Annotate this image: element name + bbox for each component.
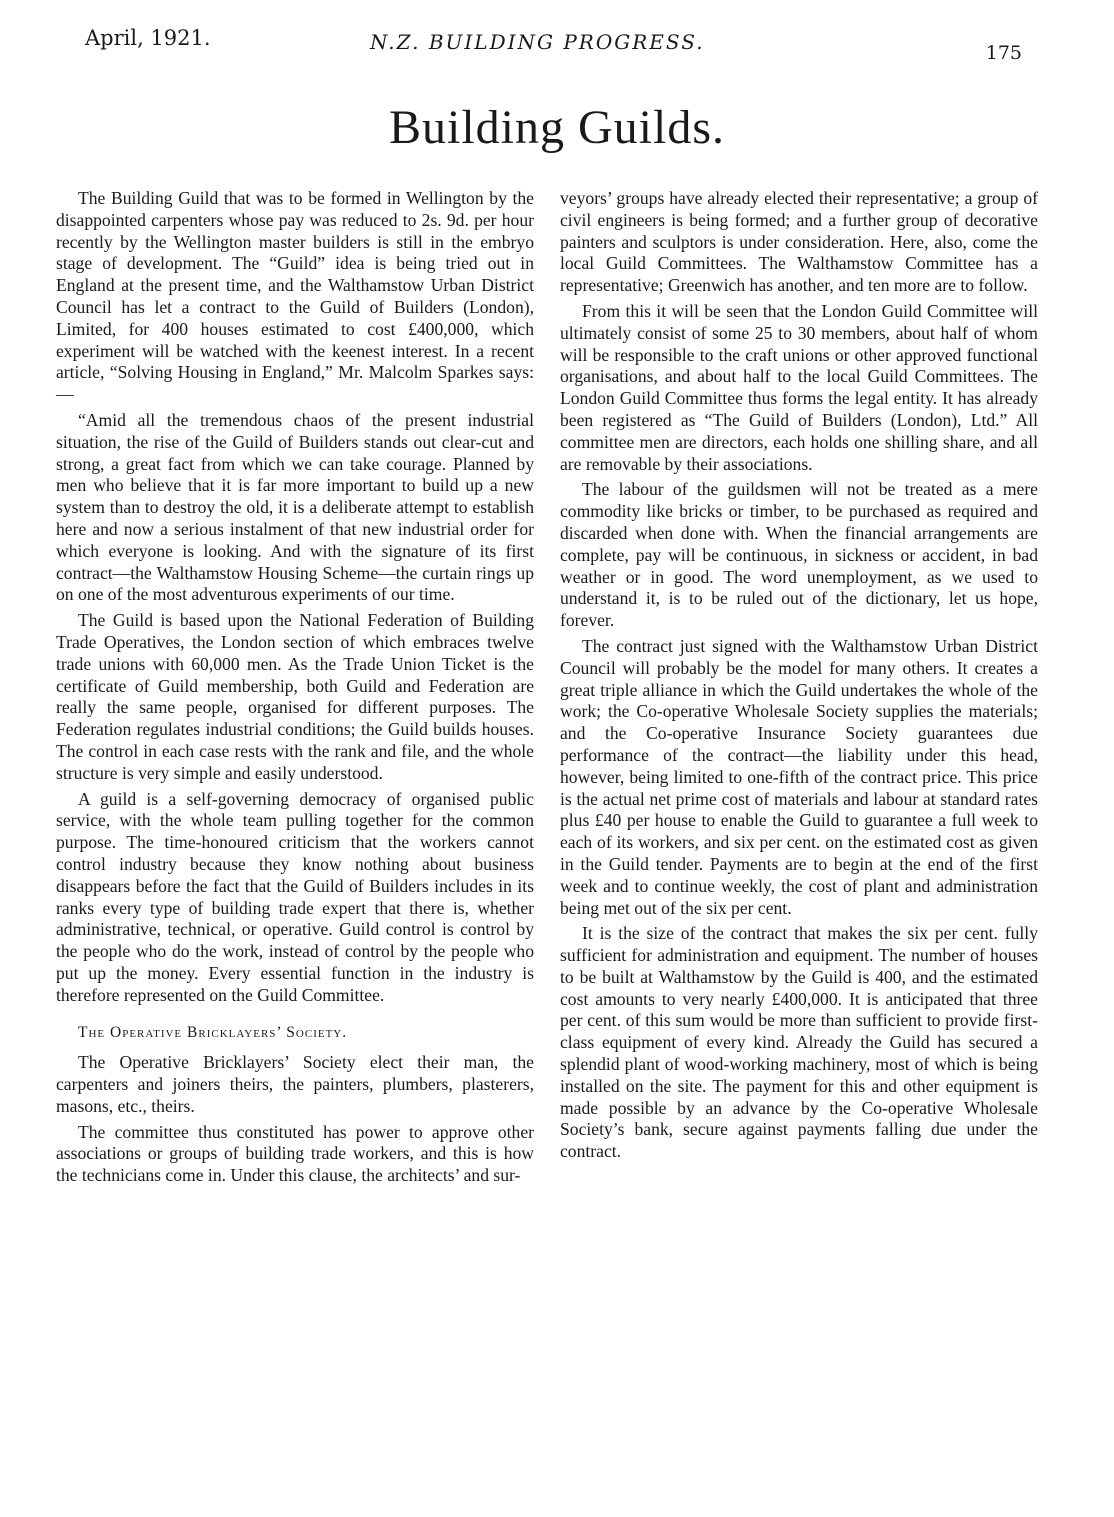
paragraph: A guild is a self-governing democracy of organised public service, with the whole team pulling together for the common purpose. The time-honoured criticism that the workers cannot control industry because they know nothing about business disappears before the fact that the Guild of Builders includes in its ranks every type of building trade expert that there is, whether administrative, technical, or operative. Guild control is control by the people who do the work, instead of control by the people who put up the money. Every essential function in the industry is therefore represented on the Guild Committee. xyxy=(56,788,534,1005)
paragraph: veyors’ groups have already elected their representative; a group of civil engineers is being formed; and a further group of decorative painters and sculptors is under consideration. Here, also, come the local Guild Committees. The Walthamstow Committee has a representative; Greenwich has another, and ten more are to follow. xyxy=(560,188,1038,296)
paragraph: From this it will be seen that the London Guild Committee will ultimately consist of some 25 to 30 members, about half of whom will be responsible to the craft unions or other approved functional organisations, and about half to the local Guild Committees. The London Guild Committee thus forms the legal entity. It has already been registered as “The Guild of Builders (London), Ltd.” All committee men are directors, each holds one shilling share, and all are removable by their associations. xyxy=(560,300,1038,474)
issue-date: April, 1921. xyxy=(85,26,211,50)
section-subheading: The Operative Bricklayers’ Society. xyxy=(78,1024,348,1042)
paragraph: The labour of the guildsmen will not be treated as a mere commodity like bricks or timber, to be purchased as required and discarded when done with. When the financial arrangements are complete, pay will be continuous, in sickness or accident, in bad weather or in good. The word unemployment, as we used to understand it, is to be ruled out of the dictionary, let us hope, forever. xyxy=(560,479,1038,631)
right-column xyxy=(560,188,1038,1167)
page-number: 175 xyxy=(985,42,1022,64)
paragraph: “Amid all the tremendous chaos of the present industrial situation, the rise of the Guild of Builders stands out clear-cut and strong, a great fact from which we can take courage. Planned by men who believe that it is far more important to build up a new system than to destroy the old, it is a deliberate attempt to establish here and now a serious instalment of that new industrial order for which everyone is looking. And with the signature of its first contract—the Walthamstow Housing Scheme—the curtain rings up on one of the most adventurous experiments of our time. xyxy=(56,409,534,605)
paragraph: The contract just signed with the Walthamstow Urban District Council will probably be the model for many others. It creates a great triple alliance in which the Guild undertakes the whole of the work; the Co-operative Wholesale Society supplies the materials; and the Co-operative Insurance Society guarantees due performance of the contract—the liability under this head, however, being limited to one-fifth of the contract price. This price is the actual net prime cost of materials and labour at standard rates plus £40 per house to enable the Guild to guarantee a full week to each of its workers, and six per cent. on the estimated cost as given in the Guild tender. Payments are to begin at the end of the first week and to continue weekly, the cost of plant and administration being met out of the six per cent. xyxy=(560,635,1038,918)
paragraph: The Operative Bricklayers’ Society elect their man, the carpenters and joiners theirs, the painters, plumbers, plasterers, masons, etc., theirs. xyxy=(56,1052,534,1116)
journal-title: N.Z. BUILDING PROGRESS. xyxy=(370,30,705,54)
running-header xyxy=(0,22,1114,62)
paragraph: It is the size of the contract that makes the six per cent. fully sufficient for administration and equipment. The number of houses to be built at Walthamstow by the Guild is 400, and the estimated cost amounts to very nearly £400,000. It is anticipated that three per cent. of this sum would be more than sufficient to provide first-class equipment of every kind. Already the Guild has secured a splendid plant of wood-working machinery, most of which is being installed on the site. The payment for this and other equipment is made possible by an advance by the Co-operative Wholesale Society’s bank, secure against payments falling due under the contract. xyxy=(560,923,1038,1162)
paragraph: The Guild is based upon the National Federation of Building Trade Operatives, the London section of which embraces twelve trade unions with 60,000 men. As the Trade Union Ticket is the certificate of Guild membership, both Guild and Federation are really the same people, organised for different purposes. The Federation regulates industrial conditions; the Guild builds houses. The control in each case rests with the rank and file, and the whole structure is very simple and easily understood. xyxy=(56,610,534,783)
article-title: Building Guilds. xyxy=(388,101,726,154)
left-column xyxy=(56,188,534,1191)
paragraph: The committee thus constituted has power to approve other associations or groups of building trade workers, and this is how the technicians come in. Under this clause, the architects’ and sur- xyxy=(56,1121,534,1186)
paragraph: The Building Guild that was to be formed in Wellington by the disappointed carpenters whose pay was reduced to 2s. 9d. per hour recently by the Wellington master builders is still in the embryo stage of development. The “Guild” idea is being tried out in England at the present time, and the Walthamstow Urban District Council has let a contract to the Guild of Builders (London), Limited, for 400 houses estimated to cost £400,000, which experiment will be watched with the keenest interest. In a recent article, “Solving Housing in England,” Mr. Malcolm Sparkes says:— xyxy=(56,188,534,405)
